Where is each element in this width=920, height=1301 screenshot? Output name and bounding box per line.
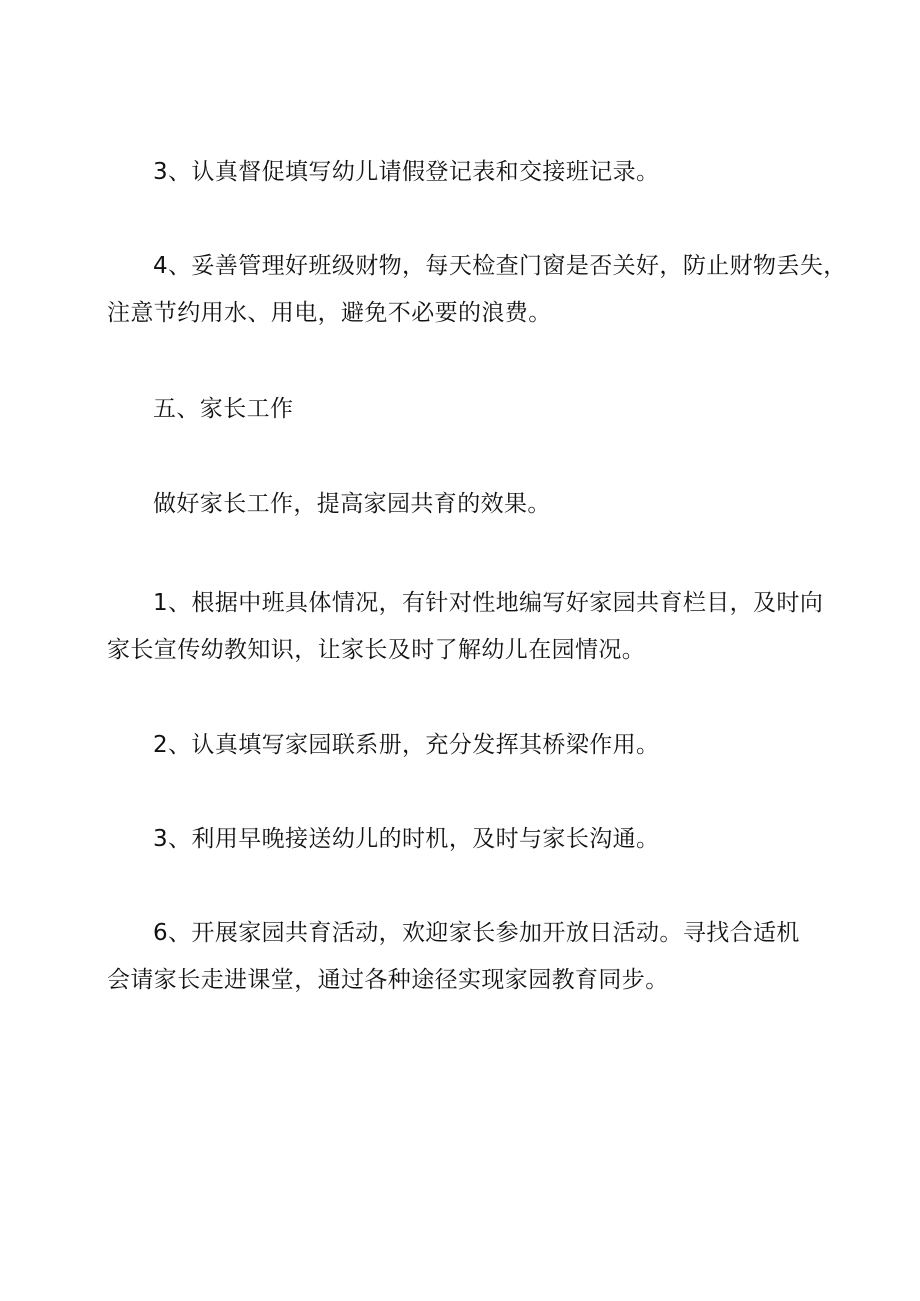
- text-line: 3、利用早晚接送幼儿的时机，及时与家长沟通。: [153, 826, 660, 852]
- text-line: 6、开展家园共育活动，欢迎家长参加开放日活动。寻找合适机: [153, 920, 800, 946]
- text-line: 家长宣传幼教知识，让家长及时了解幼儿在园情况。: [107, 637, 646, 663]
- text-line: 注意节约用水、用电，避免不必要的浪费。: [107, 300, 552, 326]
- text-line: 3、认真督促填写幼儿请假登记表和交接班记录。: [153, 159, 660, 185]
- paragraph-item-6-home-school-activities: [107, 910, 807, 1004]
- text-line: 4、妥善管理好班级财物，每天检查门窗是否关好，防止财物丢失，: [153, 253, 847, 279]
- paragraph-parent-work-intro: [107, 481, 807, 528]
- text-line: 五、家长工作: [153, 396, 294, 422]
- paragraph-item-4-class-property: [107, 243, 847, 337]
- paragraph-item-3-leave-records: [107, 149, 807, 196]
- text-line: 1、根据中班具体情况，有针对性地编写好家园共育栏目，及时向: [153, 590, 824, 616]
- paragraph-item-3-pickup-communication: [107, 816, 807, 863]
- text-line: 做好家长工作，提高家园共育的效果。: [153, 491, 551, 517]
- section-heading-parent-work: [107, 386, 807, 433]
- text-line: 2、认真填写家园联系册，充分发挥其桥梁作用。: [153, 732, 660, 758]
- text-line: 会请家长走进课堂，通过各种途径实现家园教育同步。: [107, 967, 669, 993]
- paragraph-item-2-contact-book: [107, 722, 807, 769]
- paragraph-item-1-home-school-column: [107, 580, 824, 674]
